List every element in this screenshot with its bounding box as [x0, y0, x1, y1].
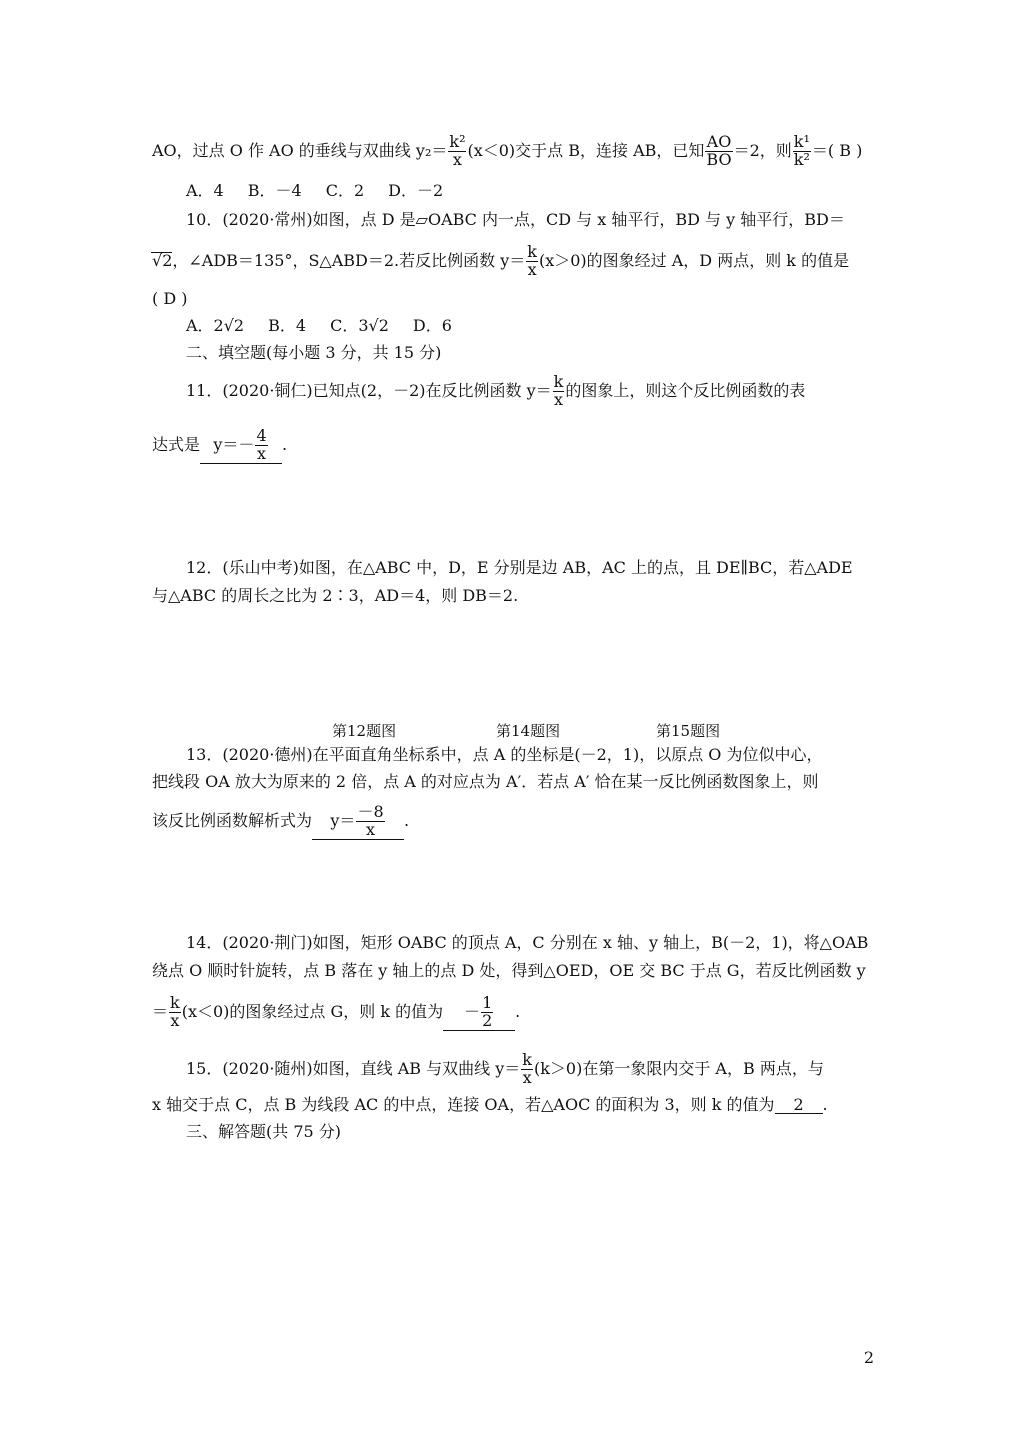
q13-ans-frac — [356, 804, 384, 839]
q15-text-b: (k＞0)在第一象限内交于 A，B 两点，与 — [533, 1058, 824, 1078]
q10-option-b: B．4 — [268, 316, 307, 335]
q10-frac-k-x — [526, 244, 538, 279]
page-number: 2 — [863, 1348, 874, 1367]
q10-text-c: (x＞0)的图象经过 A，D 两点，则 k 的值是 — [538, 250, 850, 270]
q13-ans-num: －8 — [357, 802, 384, 821]
q9-frac-k2-x — [448, 134, 466, 169]
q15-line2 — [152, 1097, 894, 1114]
q13-text-b: . — [404, 810, 410, 830]
section-2-heading: 二、填空题(每小题 3 分，共 15 分) — [186, 343, 442, 362]
q9-ratio-den: BO — [706, 149, 732, 169]
q10-option-d: D．6 — [412, 316, 452, 335]
q14-ans-frac — [481, 995, 493, 1030]
q11-ans-lhs: y＝－ — [213, 434, 255, 454]
q12-line1: 12．(乐山中考)如图，在△ABC 中，D，E 分别是边 AB，AC 上的点，且 DE∥BC，若△ADE — [186, 558, 853, 577]
q14-frac-num: k — [170, 993, 180, 1012]
q9-answer: ＝( B ) — [811, 140, 863, 160]
q13-text-a: 该反比例函数解析式为 — [152, 810, 313, 830]
q11-ans-frac — [255, 428, 267, 463]
q14-text-b: (x＜0)的图象经过点 G，则 k 的值为 — [181, 1001, 444, 1021]
q15-frac-num: k — [522, 1050, 532, 1069]
q11-ans-num: 4 — [256, 426, 267, 445]
q13-ans-den: x — [366, 819, 376, 839]
q15-frac-k-x — [521, 1052, 533, 1087]
q9-option-d: D．－2 — [388, 181, 444, 200]
q10-line1: 10．(2020·常州)如图，点 D 是▱OABC 内一点，CD 与 x 轴平行，BD 与 y 轴平行，BD＝ — [186, 210, 845, 229]
q9-y2: y₂＝ — [415, 140, 448, 160]
q11-text-a: 11．(2020·铜仁)已知点(2，－2)在反比例函数 y＝ — [186, 380, 552, 400]
q9-kratio-den: k² — [793, 149, 810, 169]
q9-option-c: C．2 — [325, 181, 365, 200]
q13-line2: 把线段 OA 放大为原来的 2 倍，点 A 的对应点为 A′．若点 A′ 恰在某一反比例函数图象上，则 — [152, 772, 819, 791]
q10-option-c: C．3√2 — [330, 316, 389, 335]
q10-option-a: A．2√2 — [186, 316, 245, 335]
q11-frac-num: k — [553, 372, 564, 391]
q14-line1: 14．(2020·荆门)如图，矩形 OABC 的顶点 A，C 分别在 x 轴、y 轴上，B(－2，1)，将△OAB — [186, 933, 869, 952]
q15-frac-den: x — [522, 1067, 532, 1087]
caption-fig14: 第14题图 — [496, 722, 561, 740]
q11-ans-den: x — [257, 443, 267, 463]
q14-text-a: ＝ — [152, 1001, 169, 1021]
q13-answer-blank — [312, 804, 404, 840]
q14-frac-den: x — [170, 1010, 180, 1030]
q12-line2: 与△ABC 的周长之比为 2∶3，AD＝4，则 DB＝2. — [152, 586, 519, 605]
q9-option-a: A．4 — [186, 181, 224, 200]
section-3-heading: 三、解答题(共 75 分) — [186, 1122, 342, 1141]
q14-line3 — [152, 995, 894, 1031]
q15-text-c: x 轴交于点 C，点 B 为线段 AC 的中点，连接 OA，若△AOC 的面积为 3，则 k 的值为 — [152, 1095, 775, 1114]
q10-sqrt2: √2 — [152, 250, 173, 270]
q14-answer-blank — [443, 995, 515, 1031]
q13-line1: 13．(2020·德州)在平面直角坐标系中，点 A 的坐标是(－2，1)，以原点 O 为位似中心， — [186, 745, 823, 764]
q10-text-b: ，∠ADB＝135°，S△ABD＝2.若反比例函数 y＝ — [172, 250, 526, 270]
q9-ratio-num: AO — [706, 132, 732, 151]
q10-options — [186, 318, 894, 334]
q15-text-d: . — [822, 1095, 828, 1114]
q11-frac-k-x — [553, 374, 565, 409]
q14-line2: 绕点 O 顺时针旋转，点 B 落在 y 轴上的点 D 处，得到△OED，OE 交 BC 于点 G，若反比例函数 y — [152, 961, 866, 980]
q9-text-c: ＝2，则 — [733, 140, 792, 160]
q9-frac-k-ratio — [793, 134, 811, 169]
q11-line2 — [152, 428, 894, 464]
q9-line1 — [152, 134, 894, 169]
q11-text-c: 达式是 — [152, 434, 201, 454]
q9-options — [186, 183, 894, 199]
q10-answer: ( D ) — [152, 289, 188, 308]
q11-text-d: . — [282, 434, 288, 454]
q15-text-a: 15．(2020·随州)如图，直线 AB 与双曲线 y＝ — [186, 1058, 521, 1078]
q14-ans-lhs: － — [464, 1001, 481, 1021]
caption-fig15: 第15题图 — [656, 722, 721, 740]
q10-frac-num: k — [527, 242, 537, 261]
q9-frac-num: k² — [449, 132, 466, 151]
q15-answer-blank: 2 — [775, 1097, 823, 1114]
q9-frac-den: x — [452, 149, 462, 169]
q9-text-a: AO，过点 O 作 AO 的垂线与双曲线 — [152, 140, 416, 160]
q13-line3 — [152, 804, 894, 840]
q9-text-b: (x＜0)交于点 B，连接 AB，已知 — [467, 140, 705, 160]
q10-line2 — [152, 244, 894, 279]
q9-option-b: B．－4 — [247, 181, 302, 200]
q9-frac-ao-bo — [705, 134, 732, 169]
q14-ans-num: 1 — [482, 993, 493, 1012]
q11-answer-blank — [200, 428, 282, 464]
q11-line1 — [186, 374, 894, 409]
q9-kratio-num: k¹ — [793, 132, 810, 151]
q10-frac-den: x — [527, 259, 537, 279]
q13-ans-lhs: y＝ — [330, 810, 356, 830]
caption-fig12: 第12题图 — [332, 722, 397, 740]
q11-frac-den: x — [553, 389, 563, 409]
q14-ans-den: 2 — [482, 1010, 493, 1030]
q14-text-c: . — [515, 1001, 521, 1021]
q15-line1 — [186, 1052, 894, 1087]
q14-frac-k-x — [169, 995, 181, 1030]
q11-text-b: 的图象上，则这个反比例函数的表 — [565, 380, 806, 400]
